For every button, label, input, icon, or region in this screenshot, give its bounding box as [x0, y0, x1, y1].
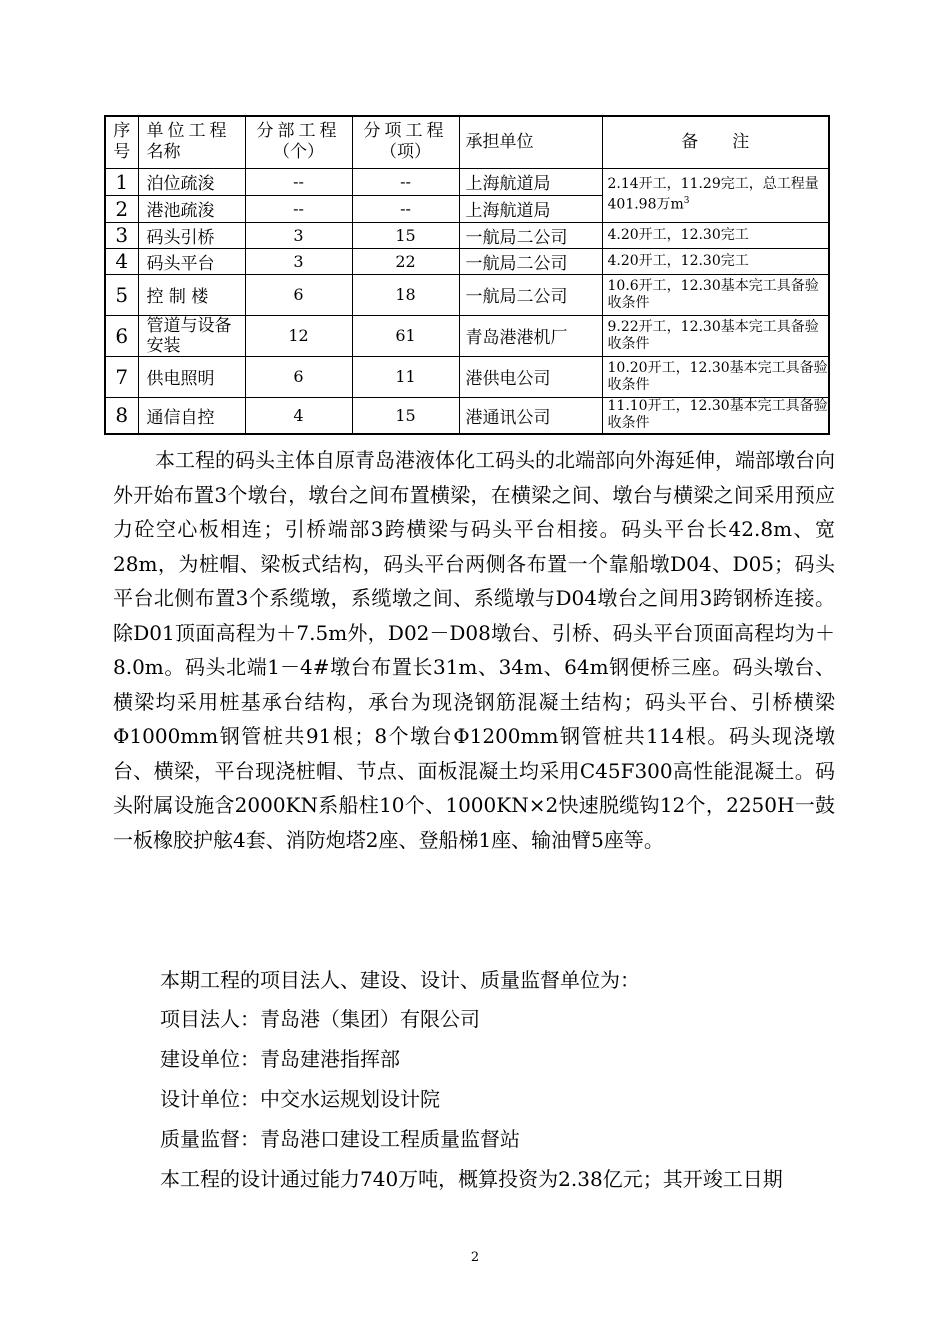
row-item: 15: [352, 397, 459, 434]
row-unit: 青岛港港机厂: [459, 315, 602, 356]
row-note: 4.20开工，12.30完工: [602, 222, 829, 248]
row-item: 61: [352, 315, 459, 356]
designer-line: 设计单位：中交水运规划设计院: [160, 1087, 440, 1111]
row-note: 10.6开工，12.30基本完工具备验收条件: [602, 274, 829, 315]
row-name: 管道与设备安装: [138, 315, 245, 356]
row-sub: 3: [245, 248, 352, 274]
row-name: 供电照明: [138, 356, 245, 397]
row-unit: 一航局二公司: [459, 222, 602, 248]
row-unit: 港通讯公司: [459, 397, 602, 434]
works-table: [104, 115, 830, 435]
table-row: [105, 168, 829, 195]
table-row: [105, 397, 829, 434]
row-unit: 一航局二公司: [459, 248, 602, 274]
row-name: 通信自控: [138, 397, 245, 434]
page-number: 2: [470, 1250, 480, 1265]
supervisor-line: 质量监督：青岛港口建设工程质量监督站: [160, 1127, 520, 1151]
row-sub: 6: [245, 356, 352, 397]
capacity-line: 本工程的设计通过能力740万吨，概算投资为2.38亿元；其开竣工日期: [160, 1167, 783, 1191]
row-unit: 港供电公司: [459, 356, 602, 397]
row-unit: 一航局二公司: [459, 274, 602, 315]
project-description-paragraph: 本工程的码头主体自原青岛港液体化工码头的北端部向外海延伸，端部墩台向外开始布置3个墩台，墩台之间布置横梁，在横梁之间、墩台与横梁之间采用预应力砼空心板相连；引桥端部3跨横梁与码头平台相接。码头平台长42.8m、宽28m，为桩帽、梁板式结构，码头平台两侧各布置一个靠船墩D04、D05；码头平台北侧布置3个系缆墩，系缆墩之间、系缆墩与D04墩台之间用3跨钢桥连接。除D01顶面高程为＋7.5m外，D02－D08墩台、引桥、码头平台顶面高程均为＋8.0m。码头北端1－4#墩台布置长31m、34m、64m钢便桥三座。码头墩台、横梁均采用桩基承台结构，承台为现浇钢筋混凝土结构；码头平台、引桥横梁Φ1000mm钢管桩共91根；8个墩台Φ1200mm钢管桩共114根。码头现浇墩台、横梁，平台现浇桩帽、节点、面板混凝土均采用C45F300高性能混凝土。码头附属设施含2000KN系船柱10个、1000KN×2快速脱缆钩12个，2250H一鼓一板橡胶护舷4套、消防炮塔2座、登船梯1座、输油臂5座等。: [113, 448, 835, 852]
row-no: 4: [105, 248, 138, 274]
row-note: 9.22开工，12.30基本完工具备验收条件: [602, 315, 829, 356]
table-header-row: [105, 116, 829, 168]
row-sub: --: [245, 195, 352, 222]
header-sub-project: 分部工程 （个）: [245, 116, 352, 168]
row-sub: 12: [245, 315, 352, 356]
intro-line: 本期工程的项目法人、建设、设计、质量监督单位为：: [160, 968, 640, 992]
row-no: 5: [105, 274, 138, 315]
header-contractor: 承担单位: [459, 116, 602, 168]
row-name: 码头平台: [138, 248, 245, 274]
row-name: 码头引桥: [138, 222, 245, 248]
row-item: --: [352, 195, 459, 222]
table-row: [105, 274, 829, 315]
row-note: 10.20开工，12.30基本完工具备验收条件: [602, 356, 829, 397]
row-sub: --: [245, 168, 352, 195]
row-name: 控 制 楼: [138, 274, 245, 315]
table-row: [105, 315, 829, 356]
row-no: 7: [105, 356, 138, 397]
header-unit-project: 单位工程 名称: [138, 116, 245, 168]
header-remarks: 备 注: [602, 116, 829, 168]
row-name: 泊位疏浚: [138, 168, 245, 195]
row-item: --: [352, 168, 459, 195]
row-no: 8: [105, 397, 138, 434]
legal-person-line: 项目法人：青岛港（集团）有限公司: [160, 1007, 480, 1031]
row-item: 11: [352, 356, 459, 397]
row-sub: 4: [245, 397, 352, 434]
header-no: 序 号: [105, 116, 138, 168]
header-item-project: 分项工程 （项）: [352, 116, 459, 168]
row-unit: 上海航道局: [459, 168, 602, 195]
row-item: 18: [352, 274, 459, 315]
row-note: 11.10开工，12.30基本完工具备验收条件: [602, 397, 829, 434]
row-no: 6: [105, 315, 138, 356]
row-note: 4.20开工，12.30完工: [602, 248, 829, 274]
row-unit: 上海航道局: [459, 195, 602, 222]
table-row: [105, 356, 829, 397]
table-row: [105, 248, 829, 274]
row-name: 港池疏浚: [138, 195, 245, 222]
builder-line: 建设单位：青岛建港指挥部: [160, 1047, 400, 1071]
table-row: [105, 222, 829, 248]
row-sub: 3: [245, 222, 352, 248]
row-no: 1: [105, 168, 138, 195]
row-sub: 6: [245, 274, 352, 315]
row-item: 22: [352, 248, 459, 274]
row-no: 3: [105, 222, 138, 248]
row-item: 15: [352, 222, 459, 248]
row-no: 2: [105, 195, 138, 222]
row-note-merged: 2.14开工，11.29完工，总工程量401.98万$m^3$: [602, 168, 829, 222]
